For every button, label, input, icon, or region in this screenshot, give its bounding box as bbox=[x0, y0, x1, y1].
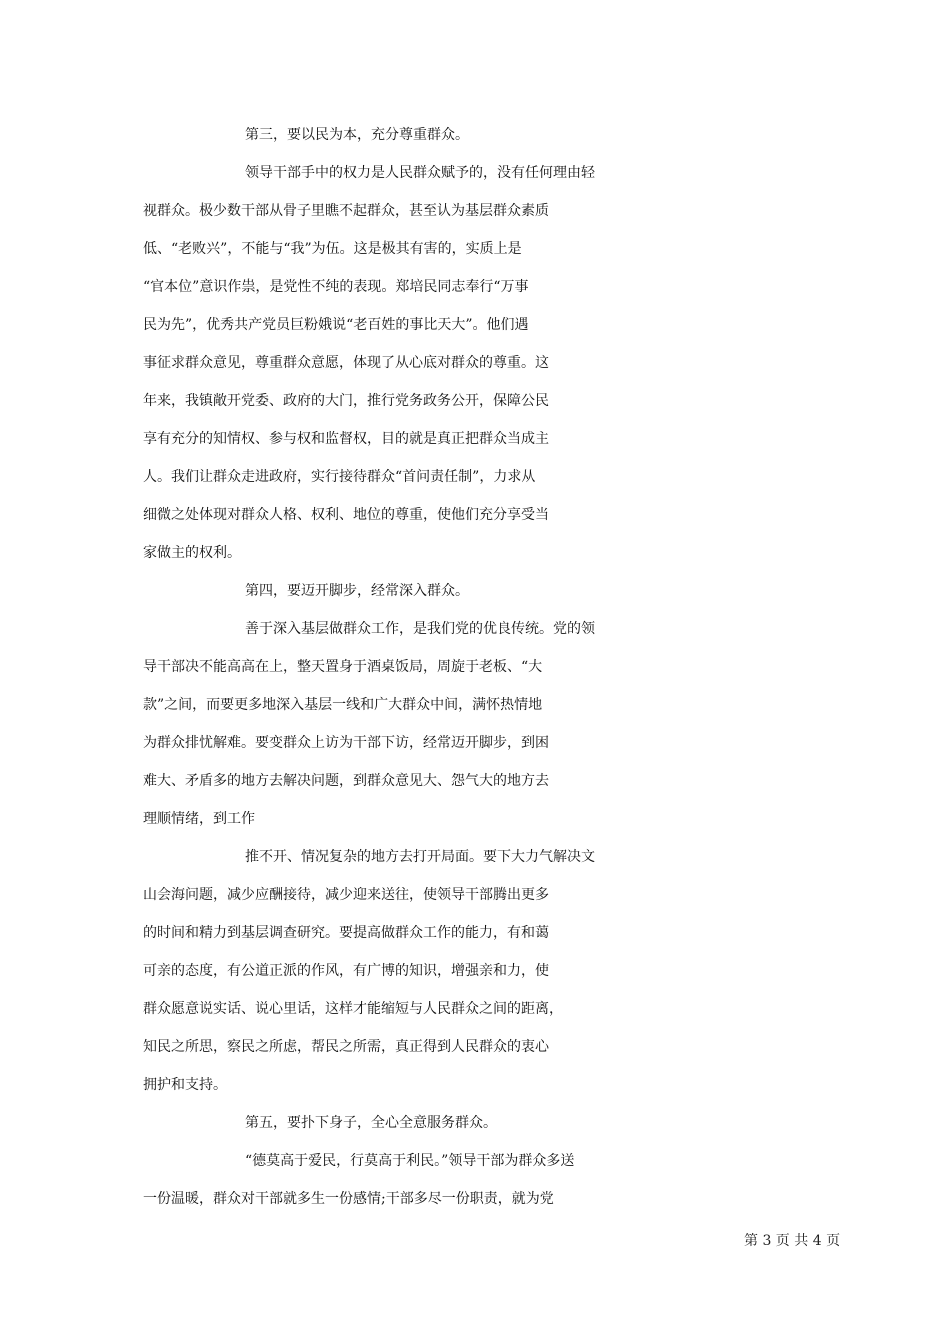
page-number-footer: 第 3 页 共 4 页 bbox=[744, 1233, 841, 1249]
paragraph-line: 视群众。极少数干部从骨子里瞧不起群众，甚至认为基层群众素质 bbox=[143, 203, 549, 219]
paragraph-line: 难大、矛盾多的地方去解决问题，到群众意见大、怨气大的地方去 bbox=[143, 773, 549, 789]
paragraph-line: 群众愿意说实话、说心里话，这样才能缩短与人民群众之间的距离， bbox=[143, 1001, 563, 1017]
paragraph-line: 的时间和精力到基层调查研究。要提高做群众工作的能力，有和蔼 bbox=[143, 925, 549, 941]
paragraph-line: 人。我们让群众走进政府，实行接待群众“首问责任制”，力求从 bbox=[143, 469, 536, 485]
paragraph-line: 为群众排忧解难。要变群众上访为干部下访，经常迈开脚步，到困 bbox=[143, 735, 549, 751]
paragraph-line: 导干部决不能高高在上，整天置身于酒桌饭局，周旋于老板、“大 bbox=[143, 659, 543, 675]
paragraph-line: 细微之处体现对群众人格、权利、地位的尊重，使他们充分享受当 bbox=[143, 507, 549, 523]
paragraph-line: 一份温暖，群众对干部就多生一份感情;干部多尽一份职责，就为党 bbox=[143, 1191, 554, 1207]
section-heading-fifth: 第五，要扑下身子，全心全意服务群众。 bbox=[245, 1115, 497, 1131]
paragraph-line: 理顺情绪，到工作 bbox=[143, 811, 255, 827]
paragraph-line: 低、“老败兴”，不能与“我”为伍。这是极其有害的，实质上是 bbox=[143, 241, 522, 257]
section-heading-third: 第三，要以民为本，充分尊重群众。 bbox=[245, 127, 469, 143]
paragraph-line: 民为先”，优秀共产党员巨粉娥说“老百姓的事比天大”。他们遇 bbox=[143, 317, 529, 333]
paragraph-line: 拥护和支持。 bbox=[143, 1077, 227, 1093]
paragraph-line: 领导干部手中的权力是人民群众赋予的，没有任何理由轻 bbox=[245, 165, 595, 181]
paragraph-line: 知民之所思，察民之所虑，帮民之所需，真正得到人民群众的衷心 bbox=[143, 1039, 549, 1055]
paragraph-line: 款”之间，而要更多地深入基层一线和广大群众中间，满怀热情地 bbox=[143, 697, 543, 713]
paragraph-line: 事征求群众意见，尊重群众意愿，体现了从心底对群众的尊重。这 bbox=[143, 355, 549, 371]
paragraph-line: “官本位”意识作祟，是党性不纯的表现。郑培民同志奉行“万事 bbox=[143, 279, 529, 295]
paragraph-line: 山会海问题，减少应酬接待，减少迎来送往，使领导干部腾出更多 bbox=[143, 887, 549, 903]
paragraph-line: 家做主的权利。 bbox=[143, 545, 241, 561]
paragraph-line: 善于深入基层做群众工作，是我们党的优良传统。党的领 bbox=[245, 621, 595, 637]
paragraph-line: 推不开、情况复杂的地方去打开局面。要下大力气解决文 bbox=[245, 849, 595, 865]
paragraph-line: 可亲的态度，有公道正派的作风，有广博的知识，增强亲和力，使 bbox=[143, 963, 549, 979]
section-heading-fourth: 第四，要迈开脚步，经常深入群众。 bbox=[245, 583, 469, 599]
paragraph-line: 享有充分的知情权、参与权和监督权，目的就是真正把群众当成主 bbox=[143, 431, 549, 447]
paragraph-line: 年来，我镇敞开党委、政府的大门，推行党务政务公开，保障公民 bbox=[143, 393, 549, 409]
paragraph-line: “德莫高于爱民，行莫高于利民。”领导干部为群众多送 bbox=[245, 1153, 575, 1169]
